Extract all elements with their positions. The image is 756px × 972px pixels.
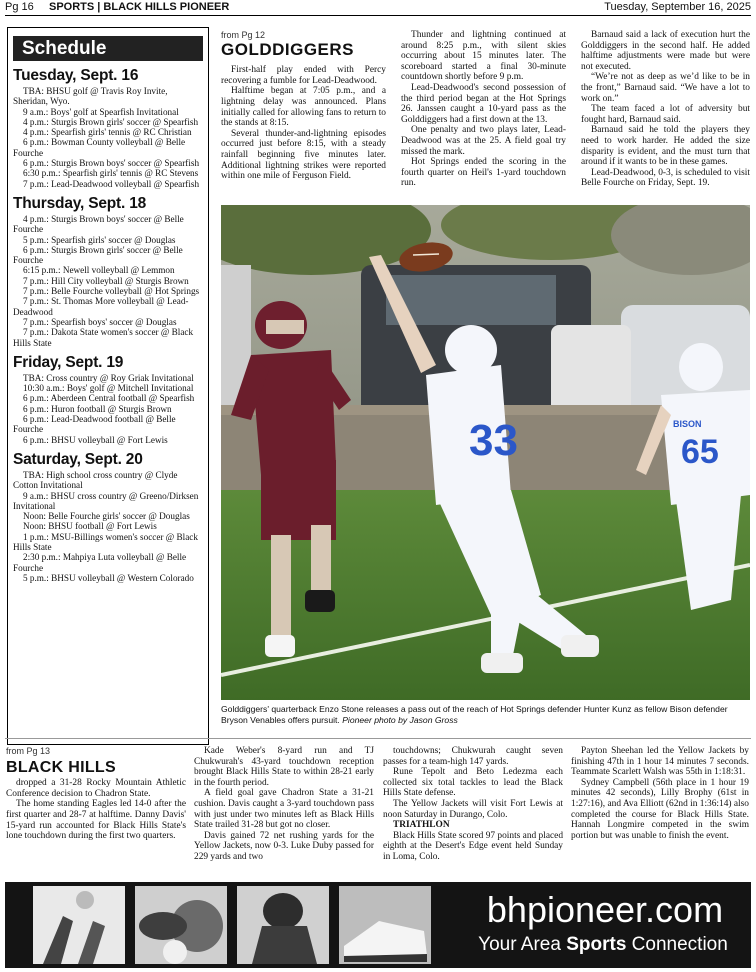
article-paragraph: Davis gained 72 net rushing yards for the Yellow Jackets, now 0-3. Luke Duby passed for 229 yards and two <box>194 830 374 862</box>
volleyball-thumbnail <box>33 886 125 964</box>
schedule-event: 7 p.m.: St. Thomas More volleyball @ Lead-Deadwood <box>13 296 189 317</box>
article-paragraph: One penalty and two plays later, Lead-Deadwood was at the 25. A field goal try missed the mark. <box>401 125 566 157</box>
article-paragraph: Black Hills State scored 97 points and placed eighth at the Desert's Edge event held Sunday in Loma, Colo. <box>383 830 564 862</box>
schedule-event: Noon: Belle Fourche girls' soccer @ Douglas <box>23 511 190 522</box>
player-thumbnail <box>237 886 329 964</box>
article-paragraph: First-half play ended with Percy recovering a fumble for Lead-Deadwood. <box>221 65 386 86</box>
article-paragraph: Kade Weber's 8-yard run and TJ Chukwurah's 43-yard touchdown reception brought Black Hills State to within 28-21 early in the fourth period. <box>194 746 374 788</box>
article-paragraph: Thunder and lightning continued at around 8:25 p.m., with silent skies occurring about 15 minutes later. The scoreboard started a final 30-minute countdown shortly before 9 p.m. <box>401 30 566 83</box>
article-paragraph: Lead-Deadwood's second possession of the third period began at the Hot Springs 26. Janssen caught a 10-yard pass as the Golddiggers had a first down at the 13. <box>401 82 566 125</box>
schedule-day-heading: Friday, Sept. 19 <box>13 353 124 371</box>
page-number: Pg 16 <box>5 1 34 13</box>
schedule-event: TBA: BHSU golf @ Travis Roy Invite, Sheridan, Wyo. <box>13 86 168 107</box>
article-paragraph: The home standing Eagles led 14-0 after the first quarter and 28-7 at halftime. Danny Davis' 15-yard run accounted for Black Hills State's lone touchdown during the first two quarters. <box>6 799 186 842</box>
schedule-days <box>8 67 208 583</box>
caption-text: Golddiggers' quarterback Enzo Stone releases a pass out of the reach of Hot Springs defender Hunter Kunz as fellow Bison defender Bryson Venables offers pursuit. <box>221 704 728 725</box>
schedule-event: 4 p.m.: Sturgis Brown girls' soccer @ Spearfish <box>23 116 199 127</box>
balls-thumbnail <box>135 886 227 964</box>
triathlon-subhead: TRIATHLON <box>393 820 450 831</box>
issue-date: Tuesday, September 16, 2025 <box>604 1 751 13</box>
article-paragraph: Barnaud said a lack of execution hurt the Golddiggers in the second half. He added halftime adjustments were made but were not executed. <box>581 30 750 72</box>
article-paragraph: Lead-Deadwood, 0-3, is scheduled to visit Belle Fourche on Friday, Sept. 19. <box>581 167 750 189</box>
blackhills-headline: BLACK HILLS <box>6 758 116 776</box>
schedule-box <box>7 27 209 745</box>
schedule-event: 9 a.m.: Boys' golf at Spearfish Invitational <box>23 106 179 117</box>
schedule-event: 10:30 a.m.: Boys' golf @ Mitchell Invitational <box>23 383 194 394</box>
schedule-event: 4 p.m.: Spearfish girls' tennis @ RC Christian <box>23 127 192 138</box>
schedule-title: Schedule <box>13 36 203 61</box>
football-photo <box>221 205 750 700</box>
article-paragraph: Rune Tepolt and Beto Ledezma each collected six total tackles to lead the Black Hills State defense. <box>383 767 563 799</box>
blackhills-col-3 <box>383 746 563 863</box>
schedule-event: TBA: Cross country @ Roy Griak Invitational <box>23 372 194 383</box>
photo-credit: Pioneer photo by Jason Gross <box>342 715 458 725</box>
schedule-event: 4 p.m.: Sturgis Brown boys' soccer @ Belle Fourche <box>13 213 184 235</box>
schedule-event: 7 p.m.: Spearfish boys' soccer @ Douglas <box>23 316 177 327</box>
schedule-event: 7 p.m.: Belle Fourche volleyball @ Hot Springs <box>23 286 200 297</box>
sneaker-thumbnail <box>339 886 431 964</box>
golddiggers-col-2 <box>401 30 566 189</box>
schedule-day-heading: Tuesday, Sept. 16 <box>13 67 139 84</box>
article-paragraph: The Yellow Jackets will visit Fort Lewis at noon Saturday in Durango, Colo. <box>383 798 563 820</box>
article-paragraph: Sydney Campbell (56th place in 1 hour 19 minutes 42 seconds), Lilly Brophy (61st in 1:27:16), and Ava Elliott (62nd in 1:36:14) also completed the course for Black Hills State. Hannah Longmire competed in the swim portion but was unable to finish the event. <box>571 777 749 841</box>
golddiggers-jump-label: from Pg 12 <box>221 30 266 40</box>
schedule-event: 7 p.m.: Lead-Deadwood volleyball @ Spearfish <box>23 178 200 189</box>
article-paragraph: A field goal gave Chadron State a 31-21 cushion. Davis caught a 3-yard touchdown pass with just under two minutes left as Black Hills State trailed 31-28 but got no closer. <box>194 788 374 831</box>
article-paragraph: touchdowns; Chukwurah caught seven passes for a team-high 147 yards. <box>383 746 563 767</box>
schedule-event: Noon: BHSU football @ Fort Lewis <box>23 521 157 532</box>
article-paragraph: dropped a 31-28 Rocky Mountain Athletic Conference decision to Chadron State. <box>6 778 186 799</box>
schedule-event: 7 p.m.: Hill City volleyball @ Sturgis Brown <box>23 275 189 286</box>
jersey-number-65: 65 <box>681 433 719 471</box>
schedule-event: 6 p.m.: Bowman County volleyball @ Belle Fourche <box>13 137 186 158</box>
schedule-event: 9 a.m.: BHSU cross country @ Greeno/Dirksen Invitational <box>13 490 199 511</box>
schedule-event: 6:15 p.m.: Newell volleyball @ Lemmon <box>23 265 175 276</box>
schedule-day-heading: Saturday, Sept. 20 <box>13 450 143 468</box>
bhpioneer-banner-ad[interactable] <box>5 882 751 968</box>
schedule-event: 6 p.m.: BHSU volleyball @ Fort Lewis <box>23 434 168 445</box>
site-tagline: Your Area Sports Connection <box>478 934 728 955</box>
article-paragraph: Several thunder-and-lightning episodes occurred just before 8:15, with a steady rainfall beginning five minutes later. Additional lightning strikes were reported within one mile of Ferguson Field. <box>221 128 386 182</box>
article-paragraph: Barnaud said he told the players they need to work harder. He added the size disparity is evident, and the must turn that around if it wants to be in these games. <box>581 125 750 168</box>
schedule-event: 6 p.m.: Sturgis Brown boys' soccer @ Spearfish <box>23 158 200 169</box>
golddiggers-headline: GOLDDIGGERS <box>221 39 355 59</box>
schedule-event: 5 p.m.: BHSU volleyball @ Western Colorado <box>23 572 194 583</box>
site-url[interactable]: bhpioneer.com <box>486 889 724 930</box>
section-label: SPORTS | BLACK HILLS PIONEER <box>49 1 230 13</box>
schedule-event: 6 p.m.: Lead-Deadwood football @ Belle Fourche <box>13 414 176 435</box>
schedule-event: 7 p.m.: Dakota State women's soccer @ Black Hills State <box>13 327 194 348</box>
article-paragraph: The team faced a lot of adversity but fought hard, Barnaud said. <box>581 104 750 125</box>
schedule-event: TBA: High school cross country @ Clyde Cotton Invitational <box>13 469 178 491</box>
article-paragraph: Payton Sheehan led the Yellow Jackets by finishing 47th in 1 hour 14 minutes 7 seconds. Teammate Scarlett Walsh was 55th in 1:18:31. <box>571 746 749 778</box>
schedule-event: 6 p.m.: Aberdeen Central football @ Spearfish <box>23 393 195 404</box>
photo-caption <box>221 704 750 726</box>
blackhills-col-1 <box>6 746 186 842</box>
schedule-event: 6 p.m.: Sturgis Brown girls' soccer @ Belle Fourche <box>13 244 183 266</box>
schedule-event: 6 p.m.: Huron football @ Sturgis Brown <box>23 403 172 414</box>
article-paragraph: Hot Springs ended the scoring in the fourth quarter on Heil's 1-yard touchdown run. <box>401 157 566 189</box>
schedule-event: 1 p.m.: MSU-Billings women's soccer @ Black Hills State <box>13 531 198 552</box>
article-paragraph: “We’re not as deep as we’d like to be in the front,” Barnaud said. “We have a lot to work on.” <box>581 72 750 104</box>
schedule-event: 6:30 p.m.: Spearfish girls' tennis @ RC Stevens <box>23 168 199 179</box>
blackhills-jump-label: from Pg 13 <box>6 746 51 756</box>
football-action-photo <box>221 205 750 700</box>
blackhills-col-2 <box>194 746 374 863</box>
jersey-number-33: 33 <box>469 416 518 465</box>
article-paragraph: Halftime began at 7:05 p.m., and a lightning delay was announced. Plans initially called for allowing fans to return to the stands at 8:15. <box>221 86 386 129</box>
golddiggers-col-1 <box>221 30 386 182</box>
schedule-event: 5 p.m.: Spearfish girls' soccer @ Douglas <box>23 234 176 245</box>
schedule-event: 2:30 p.m.: Mahpiya Luta volleyball @ Belle Fourche <box>13 552 187 573</box>
golddiggers-col-3 <box>581 30 750 189</box>
jersey-team-text: BISON <box>673 419 702 429</box>
blackhills-col-4 <box>571 746 749 841</box>
section-divider <box>5 738 751 739</box>
schedule-day-heading: Thursday, Sept. 18 <box>13 194 147 212</box>
page-header <box>5 0 751 16</box>
